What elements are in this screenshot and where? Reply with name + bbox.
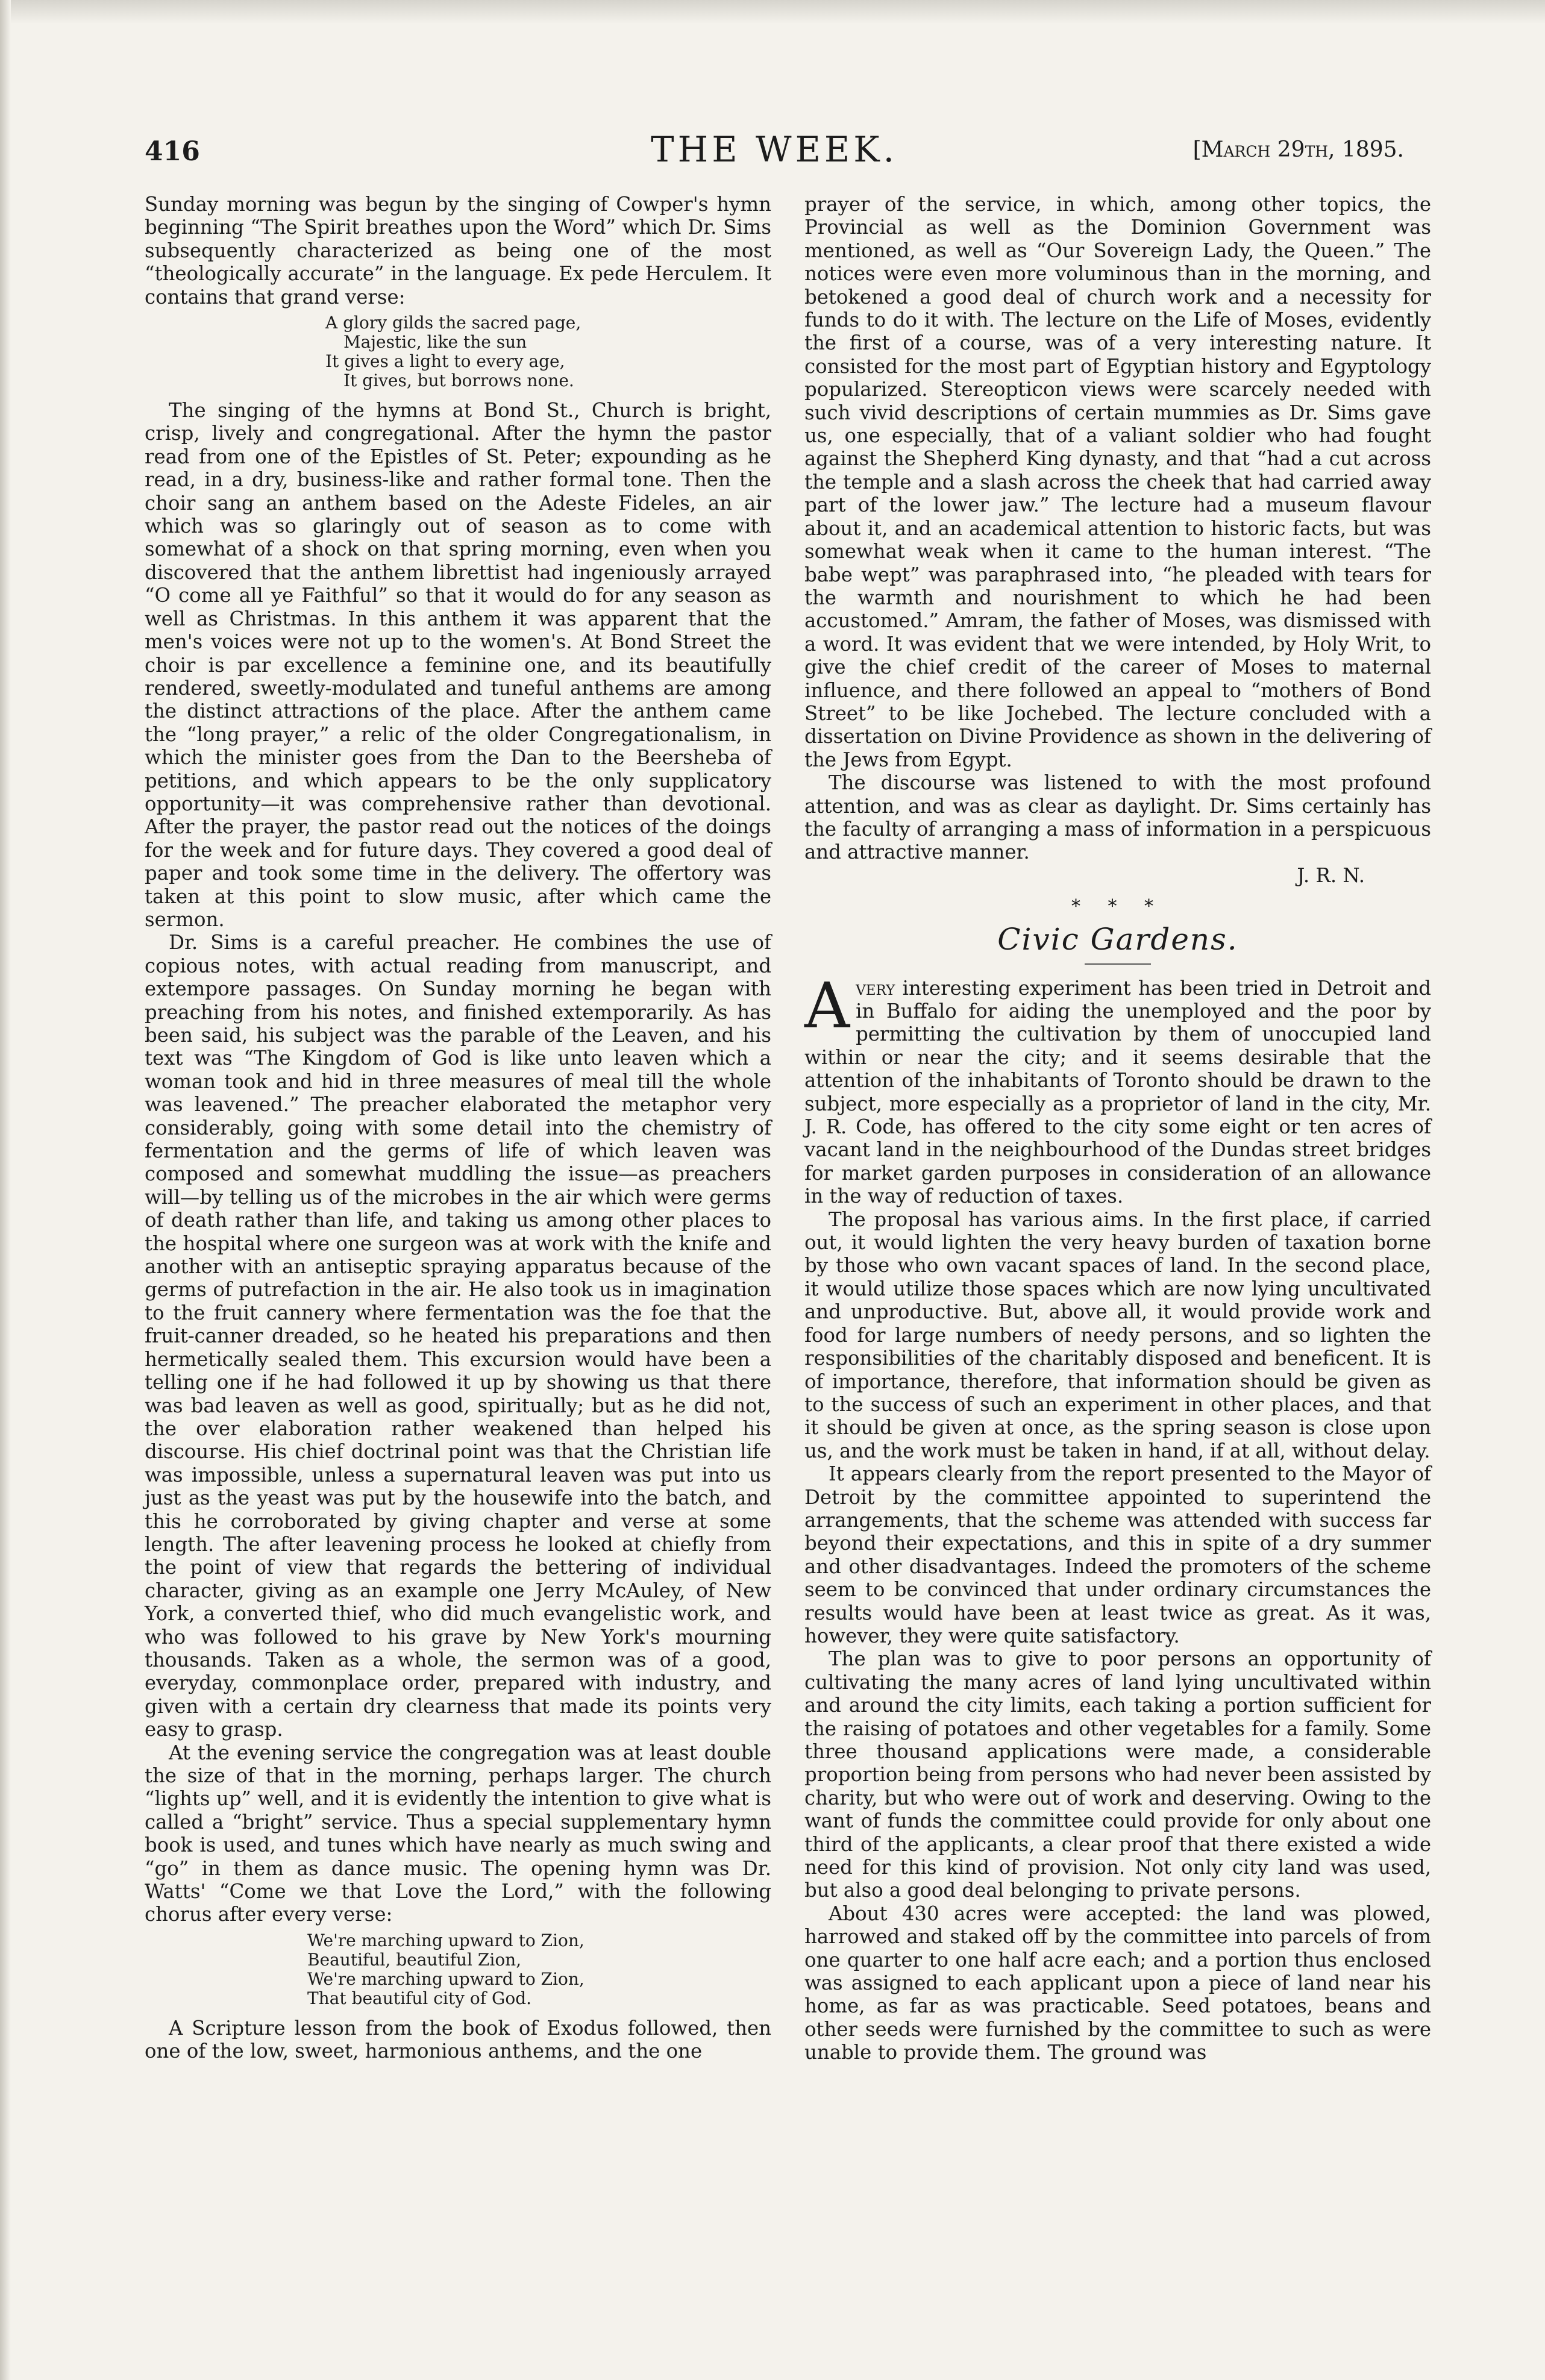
paragraph: The singing of the hymns at Bond St., Church is bright, crisp, lively and congregational. After the hymn the pastor read from one of the Epistles of St. Peter; expounding as he read, in a dry, business-like and rather formal tone. Then the choir sang an anthem based on the Adeste Fideles, an air which was so glaringly out of season as to come with somewhat of a shock on that spring morning, even when you discovered that the anthem librettist had ingeniously arrayed “O come all ye Faithful” so that it would do for any season as well as Christmas. In this anthem it was apparent that the men's voices were not up to the women's. At Bond Street the choir is par excellence a feminine one, and its beautifully rendered, sweetly-modulated and tuneful anthems are among the distinct attractions of the place. After the anthem came the “long prayer,” a relic of the older Congregationalism, in which the minister goes from the Dan to the Beersheba of petitions, and which appears to be the only supplicatory opportunity—it was comprehensive rather than devotional. After the prayer, the pastor read out the notices of the doings for the week and for future days. They covered a good deal of paper and took some time in the delivery. The offertory was taken at this point to slow music, after which came the sermon. [145,399,771,931]
verse-line: It gives, but borrows none. [343,371,574,391]
signature-line [804,864,1431,887]
right-column [804,193,1431,2064]
page-left-edge [0,0,11,2380]
verse-line: We're marching upward to Zion, [307,1968,584,1989]
left-column [145,193,771,2063]
verse-line: Beautiful, beautiful Zion, [307,1949,522,1970]
paragraph: About 430 acres were accepted: the land was plowed, harrowed and staked off by the committee into parcels of from one quarter to one half acre each; and a portion thus enclosed was assigned to each applicant upon a piece of land near his home, as far as was practicable. Seed potatoes, beans and other seeds were furnished by the committee to such as were unable to provide them. The ground was [804,1902,1431,2064]
drop-cap: A [804,968,850,1042]
issue-date: [March 29th, 1895. [1192,137,1404,162]
paragraph: The proposal has various aims. In the first place, if carried out, it would lighten the very heavy burden of taxation borne by those who own vacant spaces of land. In the second place, it would utilize those spaces which are now lying uncultivated and unproductive. But, above all, it would provide work and food for large numbers of needy persons, and so lighten the responsibilities of the charitably disposed and beneficent. It is of importance, therefore, that information should be given as to the success of such an experiment in other places, and that it should be given at once, as the spring season is close upon us, and the work must be taken in hand, if at all, without delay. [804,1207,1431,1462]
verse-line: That beautiful city of God. [307,1988,532,2008]
hymn-verse [325,313,771,390]
lead-paragraph-text: interesting experiment has been tried in Detroit and in Buffalo for aiding the unemployed and the poor by permitting the cultivation by them of unoccupied land within or near the city; and it seems desirable that the attention of the inhabitants of Toronto should be drawn to the subject, more especially as a proprietor of land in the city, Mr. J. R. Code, has offered to the city some eight or ten acres of vacant land in the neighbourhood of the Dundas street bridges for market garden purposes in consideration of an allowance in the way of reduction of taxes. [804,976,1431,1208]
paragraph: The plan was to give to poor persons an opportunity of cultivating the many acres of land lying uncultivated within and around the city limits, each taking a portion sufficient for the raising of potatoes and other vegetables for a family. Some three thousand applications were made, a considerable proportion being from persons who had never been assisted by charity, but who were out of work and deserving. Owing to the want of funds the committee could provide for only about one third of the applicants, a clear proof that there existed a wide need for this kind of provision. Not only city land was used, but also a good deal belonging to private persons. [804,1647,1431,1902]
paragraph: At the evening service the congregation was at least double the size of that in the morning, perhaps larger. The church “lights up” well, and it is evidently the intention to give what is called a “bright” service. Thus a special supplementary hymn book is used, and tunes which have nearly as much swing and “go” in them as dance music. The opening hymn was Dr. Watts' “Come we that Love the Lord,” with the following chorus after every verse: [145,1741,771,1926]
hymn-chorus [307,1931,771,2008]
title-rule [1085,963,1151,965]
verse-line: A glory gilds the sacred page, [325,313,581,333]
paragraph: It appears clearly from the report presented to the Mayor of Detroit by the committee appointed to superintend the arrangements, that the scheme was attended with success far beyond their expectations, and this in spite of a dry summer and other disadvantages. Indeed the promoters of the scheme seem to be convinced that under ordinary circumstances the results would have been at least twice as great. As it was, however, they were quite satisfactory. [804,1462,1431,1647]
paragraph: Sunday morning was begun by the singing of Cowper's hymn beginning “The Spirit breathes upon the Word” which Dr. Sims subsequently characterized as being one of the most “theologically accurate” in the language. Ex pede Herculem. It contains that grand verse: [145,193,771,308]
verse-line: We're marching upward to Zion, [307,1930,584,1950]
verse-line: It gives a light to every age, [325,351,565,372]
paragraph: The discourse was listened to with the most profound attention, and was as clear as daylight. Dr. Sims certainly has the faculty of arranging a mass of information in a perspicuous and attractive manner. [804,771,1431,864]
article-title: Civic Gardens. [997,921,1238,957]
page-header [145,129,1404,171]
paragraph: Dr. Sims is a careful preacher. He combines the use of copious notes, with actual reading from manuscript, and extempore passages. On Sunday morning he began with preaching from his notes, and finished extemporarily. As has been said, his subject was the parable of the Leaven, and his text was “The Kingdom of God is like unto leaven which a woman took and hid in three measures of meal till the whole was leavened.” The preacher elaborated the metaphor very considerably, going with some detail into the chemistry of fermentation and the germs of life of which leaven was composed and somewhat muddling the issue—as preachers will—by telling us of the microbes in the air which were germs of death rather than life, and taking us among other places to the hospital where one surgeon was at work with the knife and another with an antiseptic spraying apparatus because of the germs of putrefaction in the air. He also took us in imagination to the fruit cannery where fermentation was the foe that the fruit-canner dreaded, so he heated his preparations and then hermetically sealed them. This excursion would have been a telling one if he had followed it up by showing us that there was bad leaven as well as good, spiritually; but as he did not, the over elaboration rather weakened than helped his discourse. His chief doctrinal point was that the Christian life was impossible, unless a supernatural leaven was put into us just as the yeast was put by the housewife into the batch, and this he corroborated by giving chapter and verse at some length. The after leavening process he looked at chiefly from the point of view that regards the bettering of individual character, giving as an example one Jerry McAuley, of New York, a converted thief, who did much evangelistic work, and who was followed to his grave by New York's mourning thousands. Taken as a whole, the sermon was of a good, everyday, commonplace order, prepared with industry, and given with a certain dry clearness that made its points very easy to grasp. [145,931,771,1741]
lead-paragraph [804,968,1431,1208]
verse-line: Majestic, like the sun [343,332,527,352]
masthead: THE WEEK. [650,129,898,170]
section-divider: * * * [1071,896,1165,918]
author-signature: J. R. N. [1297,863,1365,887]
paragraph: A Scripture lesson from the book of Exodus followed, then one of the low, sweet, harmonious anthems, and the one [145,2016,771,2063]
page-top-edge [0,0,1545,24]
page-number: 416 [145,136,200,167]
paragraph: prayer of the service, in which, among other topics, the Provincial as well as the Dominion Government was mentioned, as well as “Our Sovereign Lady, the Queen.” The notices were even more voluminous than in the morning, and betokened a good deal of church work and a necessity for funds to do it with. The lecture on the Life of Moses, evidently the first of a course, was of a very interesting nature. It consisted for the most part of Egyptian history and Egyptology popularized. Stereopticon views were scarcely needed with such vivid descriptions of certain mummies as Dr. Sims gave us, one especially, that of a valiant soldier who had fought against the Shepherd King dynasty, and that “had a cut across the temple and a slash across the cheek that had carried away part of the lower jaw.” The lecture had a museum flavour about it, and an academical attention to historic facts, but was somewhat weak when it came to the human interest. “The babe wept” was paraphrased into, “he pleaded with tears for the warmth and nourishment to which he had been accustomed.” Amram, the father of Moses, was dismissed with a word. It was evident that we were intended, by Holy Writ, to give the chief credit of the career of Moses to maternal influence, and there followed an appeal to “mothers of Bond Street” to be like Jochebed. The lecture concluded with a dissertation on Divine Providence as shown in the delivering of the Jews from Egypt. [804,193,1431,771]
lead-word: very [856,976,895,1000]
